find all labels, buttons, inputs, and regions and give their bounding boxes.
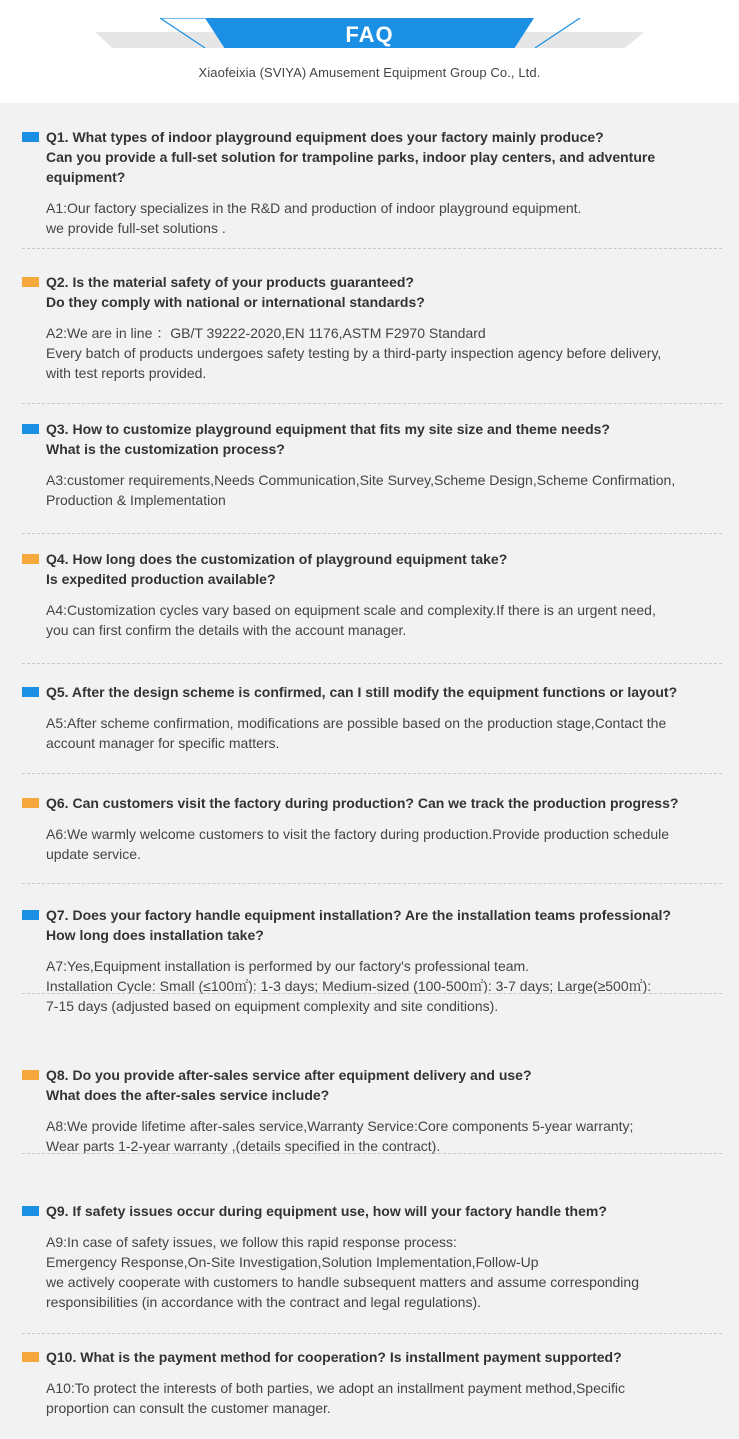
question-line: Q6. Can customers visit the factory during production? Can we track the production progress?	[46, 795, 679, 811]
answer-line: Every batch of products undergoes safety testing by a third-party inspection agency before delivery,	[46, 345, 662, 361]
faq-answer	[22, 600, 722, 640]
faq-item	[22, 272, 722, 383]
faq-answer	[22, 470, 722, 510]
faq-header	[0, 0, 739, 103]
answer-line: 7-15 days (adjusted based on equipment complexity and site conditions).	[46, 998, 499, 1014]
question-marker-icon	[22, 910, 39, 920]
answer-line: you can first confirm the details with the account manager.	[46, 622, 407, 638]
faq-divider	[22, 663, 722, 664]
page-title: FAQ	[345, 22, 394, 47]
faq-item	[22, 682, 722, 753]
answer-line: A9:In case of safety issues, we follow this rapid response process:	[46, 1234, 457, 1250]
answer-line: A8:We provide lifetime after-sales service,Warranty Service:Core components 5-year warranty;	[46, 1118, 634, 1134]
answer-line: A5:After scheme confirmation, modifications are possible based on the production stage,Contact the	[46, 715, 667, 731]
faq-divider	[22, 993, 722, 994]
faq-question	[22, 549, 722, 589]
faq-divider	[22, 773, 722, 774]
answer-line: we provide full-set solutions .	[46, 220, 226, 236]
faq-answer	[22, 1378, 722, 1418]
question-marker-icon	[22, 424, 39, 434]
question-line: What does the after-sales service include?	[46, 1087, 330, 1103]
answer-line: responsibilities (in accordance with the contract and legal regulations).	[46, 1294, 482, 1310]
answer-line: Production & Implementation	[46, 492, 226, 508]
faq-question	[22, 1065, 722, 1105]
faq-question	[22, 419, 722, 459]
question-line: Q4. How long does the customization of playground equipment take?	[46, 551, 508, 567]
faq-question	[22, 682, 722, 702]
question-text	[46, 127, 722, 187]
answer-line: A1:Our factory specializes in the R&D and production of indoor playground equipment.	[46, 200, 582, 216]
answer-line: A2:We are in line ：GB/T 39222-2020,EN 1176,ASTM F2970 Standard	[46, 325, 486, 341]
question-text	[46, 549, 722, 589]
question-text	[46, 1201, 722, 1221]
faq-question	[22, 905, 722, 945]
faq-question	[22, 1201, 722, 1221]
question-line: Q10. What is the payment method for cooperation? Is installment payment supported?	[46, 1349, 622, 1365]
question-line: Can you provide a full-set solution for trampoline parks, indoor play centers, and adventure	[46, 149, 656, 165]
faq-answer	[22, 713, 722, 753]
question-marker-icon	[22, 1070, 39, 1080]
question-text	[46, 419, 722, 459]
question-line: Is expedited production available?	[46, 571, 276, 587]
question-line: Q2. Is the material safety of your products guaranteed?	[46, 274, 414, 290]
faq-item	[22, 419, 722, 510]
question-line: How long does installation take?	[46, 927, 264, 943]
faq-divider	[22, 533, 722, 534]
question-text	[46, 793, 722, 813]
question-marker-icon	[22, 1352, 39, 1362]
question-text	[46, 1065, 722, 1105]
question-line: Q5. After the design scheme is confirmed, can I still modify the equipment functions or layout?	[46, 684, 678, 700]
company-name: Xiaofeixia (SVIYA) Amusement Equipment Group Co., Ltd.	[198, 65, 541, 80]
faq-divider	[22, 883, 722, 884]
faq-answer	[22, 1232, 722, 1312]
question-line: Q1. What types of indoor playground equipment does your factory mainly produce?	[46, 129, 604, 145]
answer-line: Wear parts 1-2-year warranty ,(details specified in the contract).	[46, 1138, 441, 1154]
faq-item	[22, 793, 722, 864]
question-text	[46, 905, 722, 945]
question-marker-icon	[22, 277, 39, 287]
faq-list	[0, 103, 739, 1439]
answer-line: A7:Yes,Equipment installation is performed by our factory's professional team.	[46, 958, 530, 974]
answer-line: with test reports provided.	[46, 365, 207, 381]
faq-answer	[22, 824, 722, 864]
question-line: Q3. How to customize playground equipment that fits my site size and theme needs?	[46, 421, 610, 437]
faq-divider	[22, 248, 722, 249]
answer-line: Emergency Response,On-Site Investigation,Solution Implementation,Follow-Up	[46, 1254, 539, 1270]
faq-question	[22, 1347, 722, 1367]
question-marker-icon	[22, 798, 39, 808]
question-marker-icon	[22, 1206, 39, 1216]
question-marker-icon	[22, 132, 39, 142]
answer-line: Installation Cycle: Small (≤100㎡): 1-3 days; Medium-sized (100-500㎡): 3-7 days; Large(≥500㎡):	[46, 978, 652, 994]
answer-line: account manager for specific matters.	[46, 735, 280, 751]
answer-line: A6:We warmly welcome customers to visit the factory during production.Provide production schedule	[46, 826, 670, 842]
faq-question	[22, 272, 722, 312]
question-line: What is the customization process?	[46, 441, 285, 457]
faq-item	[22, 1201, 722, 1312]
question-marker-icon	[22, 687, 39, 697]
question-line: equipment?	[46, 169, 126, 185]
faq-question	[22, 793, 722, 813]
faq-divider	[22, 1333, 722, 1334]
faq-item	[22, 127, 722, 238]
faq-answer	[22, 956, 722, 1016]
faq-divider	[22, 403, 722, 404]
question-text	[46, 1347, 722, 1367]
faq-item	[22, 1065, 722, 1156]
faq-divider	[22, 1153, 722, 1154]
faq-question	[22, 127, 722, 187]
faq-answer	[22, 198, 722, 238]
answer-line: proportion can consult the customer manager.	[46, 1400, 331, 1416]
question-line: Q8. Do you provide after-sales service after equipment delivery and use?	[46, 1067, 532, 1083]
faq-answer	[22, 323, 722, 383]
answer-line: A3:customer requirements,Needs Communication,Site Survey,Scheme Design,Scheme Confirmation,	[46, 472, 676, 488]
faq-item	[22, 905, 722, 1016]
question-text	[46, 272, 722, 312]
question-text	[46, 682, 722, 702]
question-line: Q7. Does your factory handle equipment installation? Are the installation teams professional?	[46, 907, 671, 923]
faq-item	[22, 549, 722, 640]
answer-line: A10:To protect the interests of both parties, we adopt an installment payment method,Specific	[46, 1380, 625, 1396]
answer-line: update service.	[46, 846, 141, 862]
answer-line: we actively cooperate with customers to handle subsequent matters and assume corresponding	[46, 1274, 639, 1290]
answer-line: A4:Customization cycles vary based on equipment scale and complexity.If there is an urgent need,	[46, 602, 656, 618]
question-marker-icon	[22, 554, 39, 564]
faq-item	[22, 1347, 722, 1418]
question-line: Q9. If safety issues occur during equipment use, how will your factory handle them?	[46, 1203, 607, 1219]
faq-answer	[22, 1116, 722, 1156]
question-line: Do they comply with national or international standards?	[46, 294, 425, 310]
